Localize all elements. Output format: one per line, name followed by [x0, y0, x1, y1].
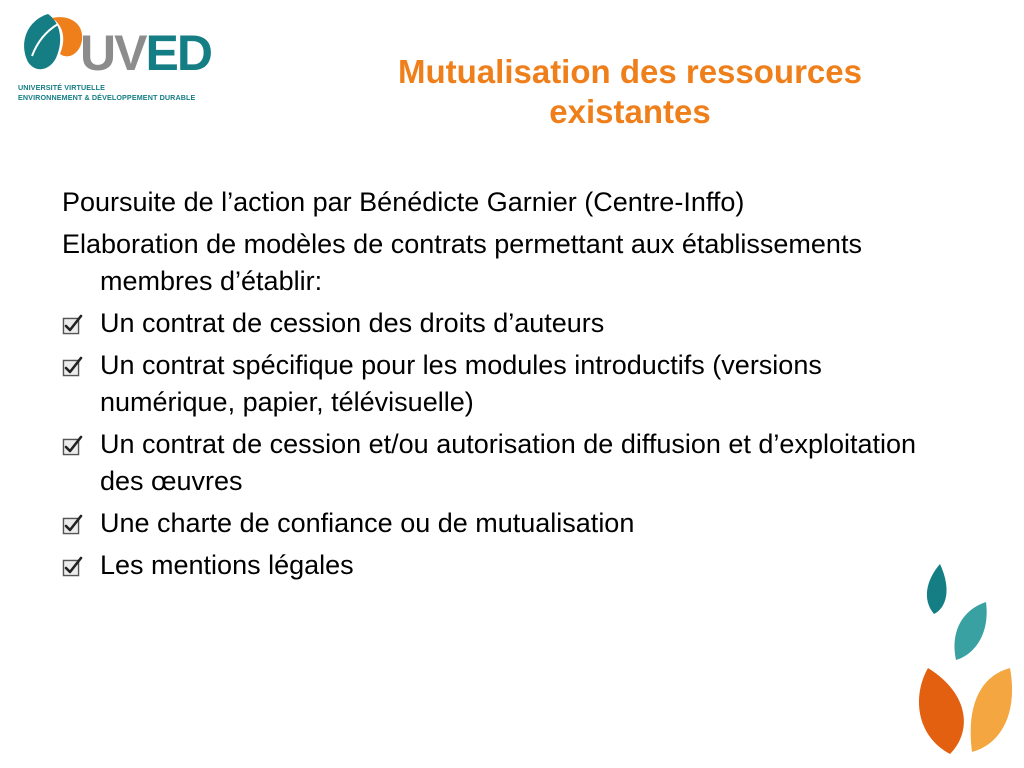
bullet-text: Les mentions légales	[100, 550, 354, 580]
bullet-text: Un contrat de cession et/ou autorisation de diffusion et d’exploitation des œuvres	[100, 429, 917, 496]
uved-logo	[18, 10, 228, 105]
checkbox-checked-icon	[62, 435, 84, 457]
paragraph: Poursuite de l’action par Bénédicte Garnier (Centre-Inffo)	[62, 187, 745, 217]
bullet-item	[62, 505, 952, 542]
bullet-item	[62, 426, 952, 500]
logo-word-uv: UV	[80, 25, 146, 81]
leaves-icon	[910, 556, 1024, 768]
slide-title	[320, 52, 940, 132]
logo-subtitle-line1: UNIVERSITÉ VIRTUELLE	[18, 83, 106, 92]
bullet-text: Un contrat de cession des droits d’auteurs	[100, 308, 605, 338]
bullet-text: Un contrat spécifique pour les modules introductifs (versions numérique, papier, télévisuelle)	[100, 350, 822, 417]
slide-title-line2: existantes	[549, 93, 711, 130]
slide-body	[62, 184, 952, 589]
logo-subtitle-line2: ENVIRONNEMENT & DÉVELOPPEMENT DURABLE	[18, 93, 196, 102]
bullet-text: Une charte de confiance ou de mutualisation	[100, 508, 635, 538]
bullet-item	[62, 347, 952, 421]
checkbox-checked-icon	[62, 514, 84, 536]
checkbox-checked-icon	[62, 556, 84, 578]
checkbox-checked-icon	[62, 314, 84, 336]
paragraph: Elaboration de modèles de contrats permettant aux établissements membres d’établir:	[62, 229, 862, 296]
leaf-emblem-icon	[18, 10, 88, 80]
slide-title-line1: Mutualisation des ressources	[398, 53, 862, 90]
logo-wordmark	[80, 25, 211, 81]
bullet-item	[62, 547, 952, 584]
bullet-item	[62, 305, 952, 342]
checkbox-checked-icon	[62, 356, 84, 378]
logo-word-ed: ED	[145, 25, 211, 81]
